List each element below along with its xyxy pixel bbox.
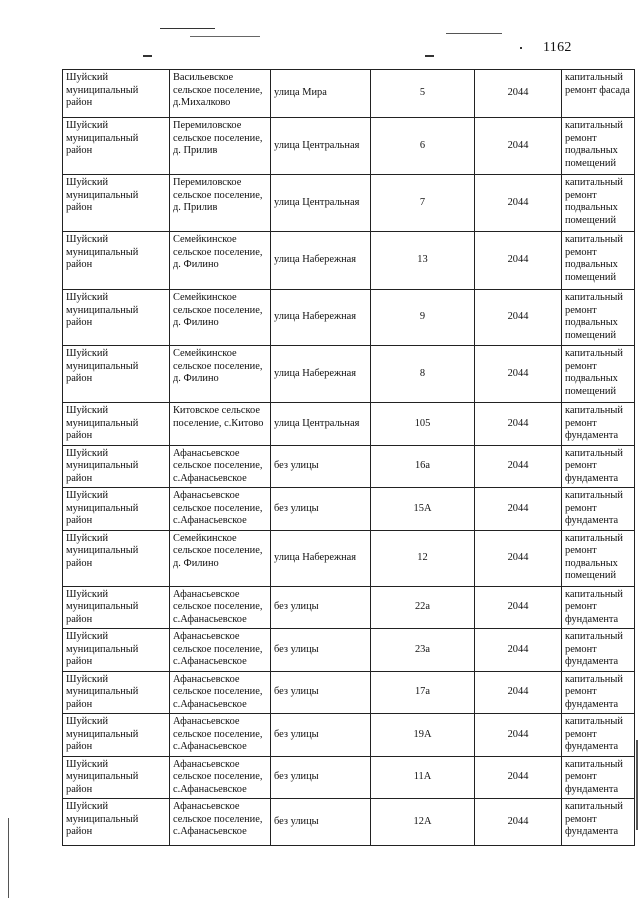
- street-cell: без улицы: [271, 799, 371, 846]
- work-type-cell: капитальный ремонт подвальных помещений: [562, 530, 635, 586]
- street-cell: улица Центральная: [271, 175, 371, 232]
- work-type-cell: капитальный ремонт подвальных помещений: [562, 232, 635, 290]
- page-number: 1162: [543, 40, 572, 55]
- year-cell: 2044: [475, 445, 562, 488]
- work-type-cell: капитальный ремонт фундамента: [562, 629, 635, 672]
- settlement-cell: Перемиловское сельское поселение, д. Прилив: [170, 175, 271, 232]
- year-cell: 2044: [475, 175, 562, 232]
- table-row: [63, 714, 635, 757]
- district-cell: Шуйский муниципальный район: [63, 530, 170, 586]
- settlement-cell: Афанасьевское сельское поселение, с.Афанасьевское: [170, 445, 271, 488]
- table-row: [63, 232, 635, 290]
- settlement-cell: Васильевское сельское поселение, д.Михалково: [170, 70, 271, 118]
- street-cell: без улицы: [271, 671, 371, 714]
- year-cell: 2044: [475, 629, 562, 672]
- table-row: [63, 445, 635, 488]
- year-cell: 2044: [475, 799, 562, 846]
- district-cell: Шуйский муниципальный район: [63, 756, 170, 799]
- work-type-cell: капитальный ремонт подвальных помещений: [562, 118, 635, 175]
- street-cell: улица Мира: [271, 70, 371, 118]
- street-cell: улица Центральная: [271, 118, 371, 175]
- year-cell: 2044: [475, 586, 562, 629]
- district-cell: Шуйский муниципальный район: [63, 70, 170, 118]
- year-cell: 2044: [475, 290, 562, 346]
- district-cell: Шуйский муниципальный район: [63, 488, 170, 531]
- district-cell: Шуйский муниципальный район: [63, 586, 170, 629]
- scan-artifact-dot: [520, 47, 522, 49]
- settlement-cell: Афанасьевское сельское поселение, с.Афанасьевское: [170, 756, 271, 799]
- district-cell: Шуйский муниципальный район: [63, 799, 170, 846]
- settlement-cell: Афанасьевское сельское поселение, с.Афанасьевское: [170, 586, 271, 629]
- settlement-cell: Семейкинское сельское поселение, д. Филино: [170, 346, 271, 403]
- table-row: [63, 629, 635, 672]
- house-number-cell: 12А: [371, 799, 475, 846]
- table-row: [63, 118, 635, 175]
- district-cell: Шуйский муниципальный район: [63, 403, 170, 446]
- house-number-cell: 16а: [371, 445, 475, 488]
- work-type-cell: капитальный ремонт фундамента: [562, 445, 635, 488]
- district-cell: Шуйский муниципальный район: [63, 346, 170, 403]
- settlement-cell: Перемиловское сельское поселение, д. Прилив: [170, 118, 271, 175]
- district-cell: Шуйский муниципальный район: [63, 445, 170, 488]
- house-number-cell: 12: [371, 530, 475, 586]
- settlement-cell: Семейкинское сельское поселение, д. Филино: [170, 232, 271, 290]
- year-cell: 2044: [475, 118, 562, 175]
- settlement-cell: Афанасьевское сельское поселение, с.Афанасьевское: [170, 488, 271, 531]
- year-cell: 2044: [475, 756, 562, 799]
- house-number-cell: 15А: [371, 488, 475, 531]
- work-type-cell: капитальный ремонт подвальных помещений: [562, 346, 635, 403]
- house-number-cell: 22а: [371, 586, 475, 629]
- scan-artifact-edge: [636, 740, 638, 830]
- scan-artifact-dash: [425, 55, 434, 57]
- table-row: [63, 70, 635, 118]
- table-row: [63, 756, 635, 799]
- scan-artifact-dash: [143, 55, 152, 57]
- work-type-cell: капитальный ремонт фундамента: [562, 488, 635, 531]
- street-cell: без улицы: [271, 714, 371, 757]
- table-row: [63, 290, 635, 346]
- year-cell: 2044: [475, 530, 562, 586]
- street-cell: без улицы: [271, 756, 371, 799]
- district-cell: Шуйский муниципальный район: [63, 290, 170, 346]
- street-cell: без улицы: [271, 586, 371, 629]
- street-cell: без улицы: [271, 488, 371, 531]
- table-body: [63, 70, 635, 846]
- district-cell: Шуйский муниципальный район: [63, 175, 170, 232]
- work-type-cell: капитальный ремонт подвальных помещений: [562, 290, 635, 346]
- work-type-cell: капитальный ремонт фундамента: [562, 756, 635, 799]
- work-type-cell: капитальный ремонт фундамента: [562, 671, 635, 714]
- housing-repair-table: [62, 69, 635, 846]
- year-cell: 2044: [475, 346, 562, 403]
- work-type-cell: капитальный ремонт фундамента: [562, 586, 635, 629]
- district-cell: Шуйский муниципальный район: [63, 118, 170, 175]
- settlement-cell: Семейкинское сельское поселение, д. Филино: [170, 530, 271, 586]
- settlement-cell: Афанасьевское сельское поселение, с.Афанасьевское: [170, 714, 271, 757]
- house-number-cell: 17а: [371, 671, 475, 714]
- table-row: [63, 175, 635, 232]
- house-number-cell: 23а: [371, 629, 475, 672]
- work-type-cell: капитальный ремонт фундамента: [562, 714, 635, 757]
- district-cell: Шуйский муниципальный район: [63, 629, 170, 672]
- house-number-cell: 5: [371, 70, 475, 118]
- street-cell: улица Набережная: [271, 290, 371, 346]
- year-cell: 2044: [475, 232, 562, 290]
- table-row: [63, 346, 635, 403]
- house-number-cell: 8: [371, 346, 475, 403]
- scan-artifact-line: [160, 28, 215, 29]
- table-row: [63, 530, 635, 586]
- street-cell: улица Набережная: [271, 530, 371, 586]
- house-number-cell: 19А: [371, 714, 475, 757]
- district-cell: Шуйский муниципальный район: [63, 714, 170, 757]
- table-row: [63, 403, 635, 446]
- settlement-cell: Семейкинское сельское поселение, д. Филино: [170, 290, 271, 346]
- house-number-cell: 9: [371, 290, 475, 346]
- street-cell: улица Набережная: [271, 346, 371, 403]
- work-type-cell: капитальный ремонт фундамента: [562, 403, 635, 446]
- table-row: [63, 799, 635, 846]
- scan-artifact-line: [446, 33, 502, 34]
- settlement-cell: Афанасьевское сельское поселение, с.Афанасьевское: [170, 671, 271, 714]
- house-number-cell: 6: [371, 118, 475, 175]
- work-type-cell: капитальный ремонт фасада: [562, 70, 635, 118]
- settlement-cell: Афанасьевское сельское поселение, с.Афанасьевское: [170, 629, 271, 672]
- house-number-cell: 105: [371, 403, 475, 446]
- settlement-cell: Афанасьевское сельское поселение, с.Афанасьевское: [170, 799, 271, 846]
- district-cell: Шуйский муниципальный район: [63, 232, 170, 290]
- work-type-cell: капитальный ремонт фундамента: [562, 799, 635, 846]
- street-cell: без улицы: [271, 629, 371, 672]
- street-cell: улица Набережная: [271, 232, 371, 290]
- house-number-cell: 11А: [371, 756, 475, 799]
- district-cell: Шуйский муниципальный район: [63, 671, 170, 714]
- year-cell: 2044: [475, 488, 562, 531]
- street-cell: улица Центральная: [271, 403, 371, 446]
- settlement-cell: Китовское сельское поселение, с.Китово: [170, 403, 271, 446]
- year-cell: 2044: [475, 671, 562, 714]
- scan-artifact-edge: [8, 818, 9, 898]
- table-row: [63, 586, 635, 629]
- table-row: [63, 488, 635, 531]
- table-row: [63, 671, 635, 714]
- year-cell: 2044: [475, 403, 562, 446]
- year-cell: 2044: [475, 70, 562, 118]
- house-number-cell: 7: [371, 175, 475, 232]
- house-number-cell: 13: [371, 232, 475, 290]
- street-cell: без улицы: [271, 445, 371, 488]
- work-type-cell: капитальный ремонт подвальных помещений: [562, 175, 635, 232]
- year-cell: 2044: [475, 714, 562, 757]
- scan-artifact-line: [190, 36, 260, 37]
